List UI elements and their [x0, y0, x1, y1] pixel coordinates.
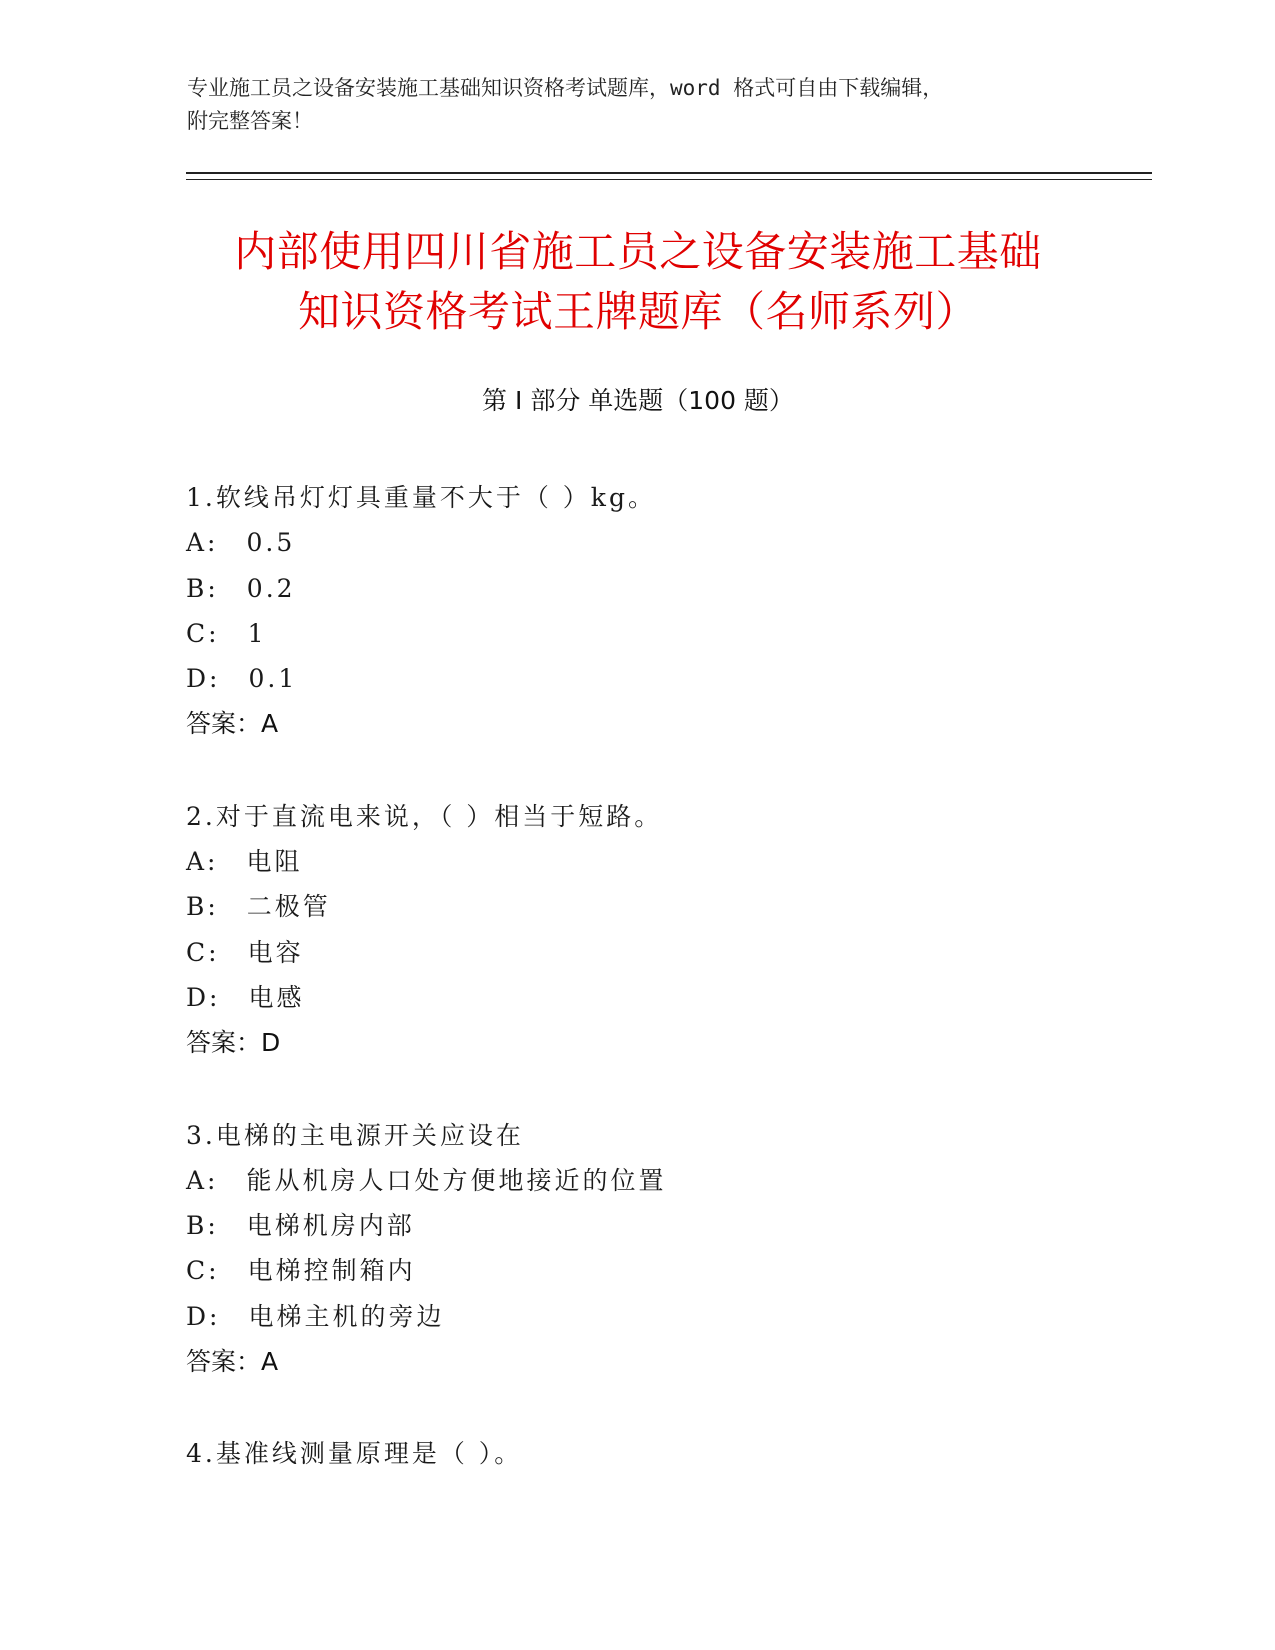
question-stem: 1.软线吊灯灯具重量不大于（ ）kg。	[186, 483, 656, 512]
document-title-line1: 内部使用四川省施工员之设备安装施工基础	[234, 227, 1042, 276]
option-key: A:	[186, 528, 219, 558]
answer-line	[186, 1020, 1086, 1065]
option-text: 电容	[247, 937, 304, 967]
header-divider-thick	[186, 172, 1152, 174]
option-key: A:	[186, 1165, 219, 1195]
option-text: 二极管	[246, 892, 331, 922]
header-divider-thin	[186, 179, 1152, 180]
option-key: D:	[186, 982, 221, 1012]
option-key: C:	[186, 618, 220, 648]
option-c	[186, 1248, 1086, 1293]
option-a	[186, 1158, 1086, 1203]
answer-line	[186, 1339, 1086, 1384]
question-stem: 4.基准线测量原理是（ ）。	[186, 1439, 523, 1469]
option-text: 1	[247, 618, 267, 648]
option-text: 电梯控制箱内	[247, 1256, 416, 1286]
option-key: C:	[186, 937, 220, 967]
option-b	[186, 1203, 1086, 1248]
option-text: 电梯机房内部	[246, 1211, 415, 1241]
option-key: D:	[186, 664, 221, 694]
answer-value: A	[261, 1347, 279, 1377]
header-note-line1: 专业施工员之设备安装施工基础知识资格考试题库，word 格式可自由下载编辑，	[187, 76, 944, 100]
option-c	[186, 611, 1086, 656]
question-list	[186, 475, 1086, 1524]
option-key: B:	[186, 573, 219, 603]
option-key: B:	[186, 892, 219, 922]
question-item	[186, 475, 1086, 747]
document-title-line2: 知识资格考试王牌题库（名师系列）	[297, 287, 978, 336]
answer-prefix: 答案：	[186, 1028, 262, 1058]
section-title: 第 I 部分 单选题（100 题）	[482, 386, 794, 415]
answer-line	[186, 701, 1086, 746]
question-stem: 3.电梯的主电源开关应设在	[186, 1120, 524, 1150]
option-a	[186, 520, 1086, 565]
option-c	[186, 930, 1086, 975]
question-item	[186, 1431, 1086, 1476]
document-title	[186, 222, 1090, 342]
option-b	[186, 884, 1086, 929]
option-b	[186, 566, 1086, 611]
option-key: B:	[186, 1211, 219, 1241]
option-text: 电感	[248, 982, 305, 1012]
option-d	[186, 1294, 1086, 1339]
answer-prefix: 答案：	[186, 1347, 262, 1377]
option-key: C:	[186, 1256, 220, 1286]
option-text: 能从机房人口处方便地接近的位置	[246, 1165, 667, 1195]
option-key: D:	[186, 1301, 221, 1331]
option-a	[186, 839, 1086, 884]
option-text: 0.2	[246, 573, 296, 603]
answer-value: D	[261, 1028, 281, 1058]
answer-prefix: 答案：	[186, 709, 262, 739]
option-text: 电梯主机的旁边	[248, 1301, 445, 1331]
question-item	[186, 794, 1086, 1066]
header-note	[187, 72, 1087, 138]
header-note-line2: 附完整答案！	[187, 109, 313, 133]
option-text: 0.5	[246, 528, 296, 558]
option-d	[186, 975, 1086, 1020]
option-text: 0.1	[248, 664, 298, 694]
option-key: A:	[186, 847, 219, 877]
option-text: 电阻	[246, 847, 303, 877]
question-stem: 2.对于直流电来说，（ ）相当于短路。	[186, 801, 663, 831]
question-item	[186, 1113, 1086, 1385]
option-d	[186, 656, 1086, 701]
answer-value: A	[261, 709, 279, 739]
